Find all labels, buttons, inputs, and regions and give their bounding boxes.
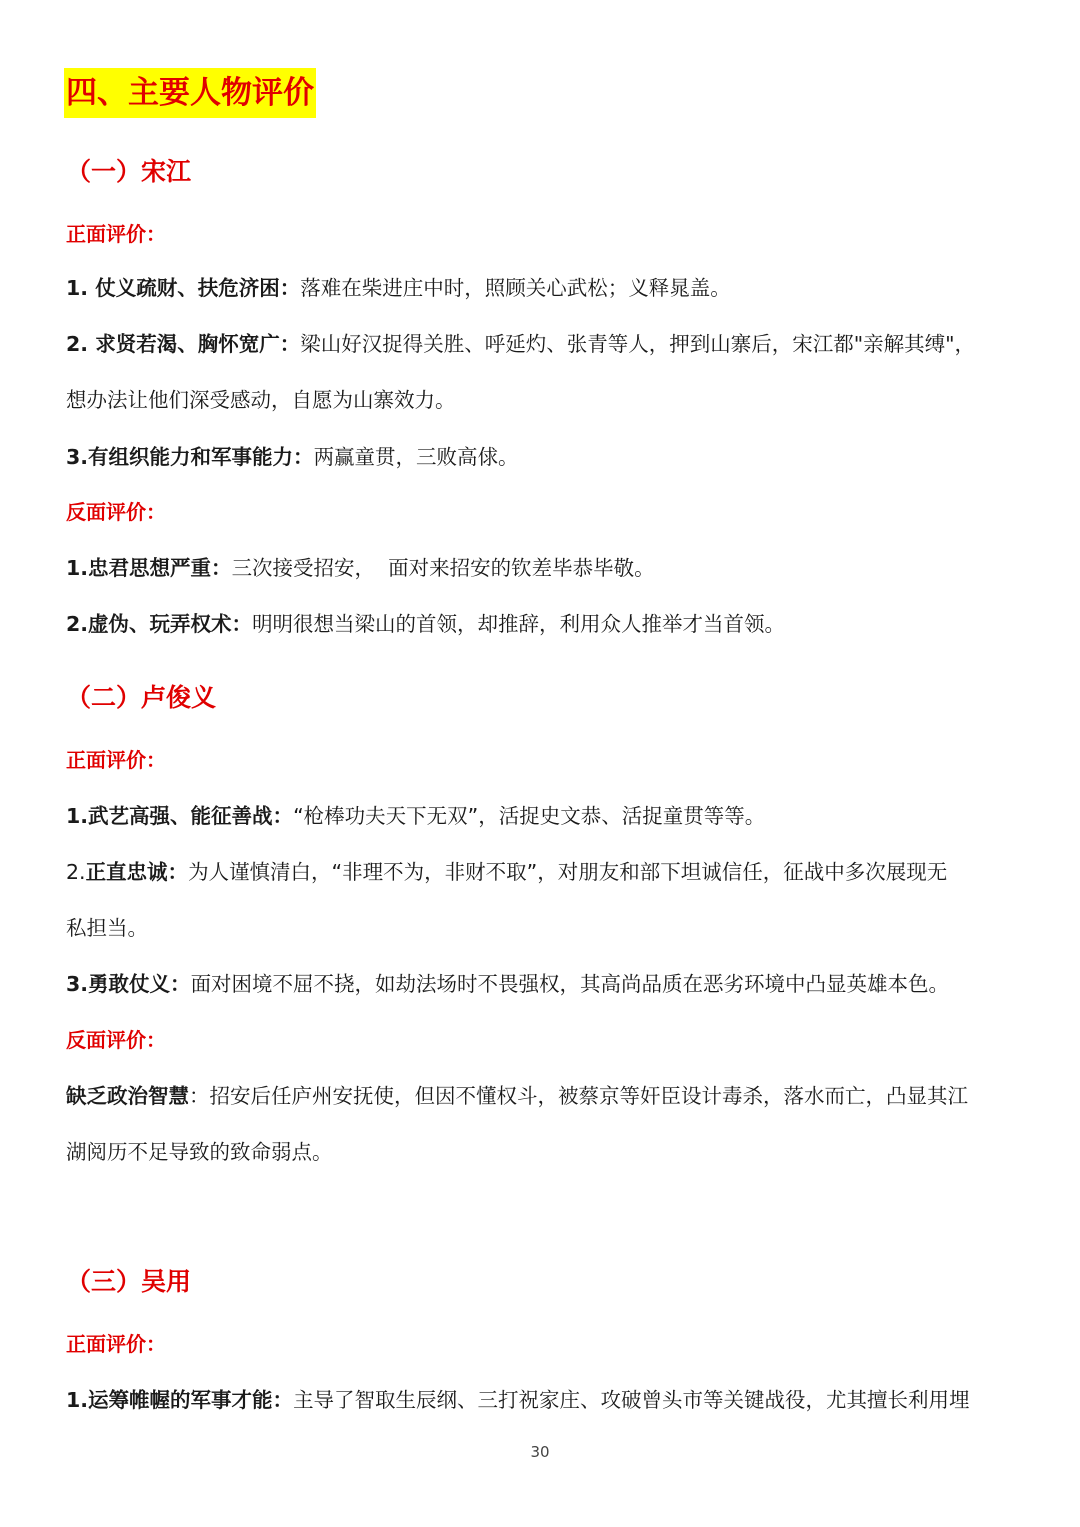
- paragraph: [66, 553, 655, 583]
- paragraph: [66, 442, 519, 472]
- item-label: 2.虚伪、玩弄权术：: [66, 612, 253, 636]
- section-title-songjiang: （一）宋江: [66, 157, 192, 186]
- paragraph: [66, 801, 765, 831]
- positive-heading: 正面评价：: [66, 1332, 166, 1356]
- negative-heading: 反面评价：: [66, 1028, 166, 1052]
- paragraph: [66, 609, 785, 639]
- item-text: 为人谨慎清白，“非理不为，非财不取”，对朋友和部下坦诚信任，征战中多次展现无: [188, 860, 948, 884]
- item-text: ：招安后任庐州安抚使，但因不懂权斗，被蔡京等奸臣设计毒杀，落水而亡，凸显其江: [189, 1084, 968, 1108]
- paragraph: [66, 1385, 970, 1415]
- positive-heading: 正面评价：: [66, 222, 166, 246]
- page-number: 30: [530, 1443, 550, 1461]
- paragraph: [66, 969, 949, 999]
- item-text: 梁山好汉捉得关胜、呼延灼、张青等人，押到山寨后，宋江都"亲解其缚"，: [300, 332, 976, 356]
- negative-heading: 反面评价：: [66, 500, 166, 524]
- item-text: 明明很想当梁山的首领，却推辞，利用众人推举才当首领。: [252, 612, 786, 636]
- paragraph-continuation: 私担当。: [66, 916, 148, 940]
- item-text: 落难在柴进庄中时，照顾关心武松；义释晁盖。: [300, 276, 731, 300]
- paragraph: [66, 1081, 968, 1111]
- item-label: 3.勇敢仗义：: [66, 972, 191, 996]
- section-title-lujunyi: （二）卢俊义: [66, 683, 217, 712]
- item-prefix: 2.: [66, 860, 86, 884]
- paragraph-continuation: 想办法让他们深受感动，自愿为山寨效力。: [66, 388, 456, 412]
- item-text: 三次接受招安， 面对来招安的钦差毕恭毕敬。: [231, 556, 655, 580]
- item-label: 1.忠君思想严重：: [66, 556, 232, 580]
- item-label: 2. 求贤若渴、胸怀宽广：: [66, 332, 301, 356]
- chapter-title: 四、主要人物评价: [64, 68, 316, 118]
- item-label: 1. 仗义疏财、扶危济困：: [66, 276, 301, 300]
- item-text: 主导了智取生辰纲、三打祝家庄、攻破曾头市等关键战役，尤其擅长利用埋: [293, 1388, 970, 1412]
- item-label: 1.运筹帷幄的军事才能：: [66, 1388, 294, 1412]
- item-text: “枪棒功夫天下无双”，活捉史文恭、活捉童贯等等。: [293, 804, 766, 828]
- paragraph: [66, 273, 731, 303]
- item-label: 缺乏政治智慧: [66, 1084, 189, 1108]
- item-text: 两赢童贯，三败高俅。: [313, 445, 519, 469]
- paragraph: [66, 857, 947, 887]
- item-text: 面对困境不屈不挠，如劫法场时不畏强权，其高尚品质在恶劣环境中凸显英雄本色。: [190, 972, 950, 996]
- item-label: 3.有组织能力和军事能力：: [66, 445, 314, 469]
- section-title-wuyong: （三）吴用: [66, 1267, 192, 1296]
- item-label: 1.武艺高强、能征善战：: [66, 804, 294, 828]
- paragraph: [66, 329, 975, 359]
- positive-heading: 正面评价：: [66, 748, 166, 772]
- paragraph-continuation: 湖阅历不足导致的致命弱点。: [66, 1140, 333, 1164]
- item-label: 正直忠诚：: [85, 860, 189, 884]
